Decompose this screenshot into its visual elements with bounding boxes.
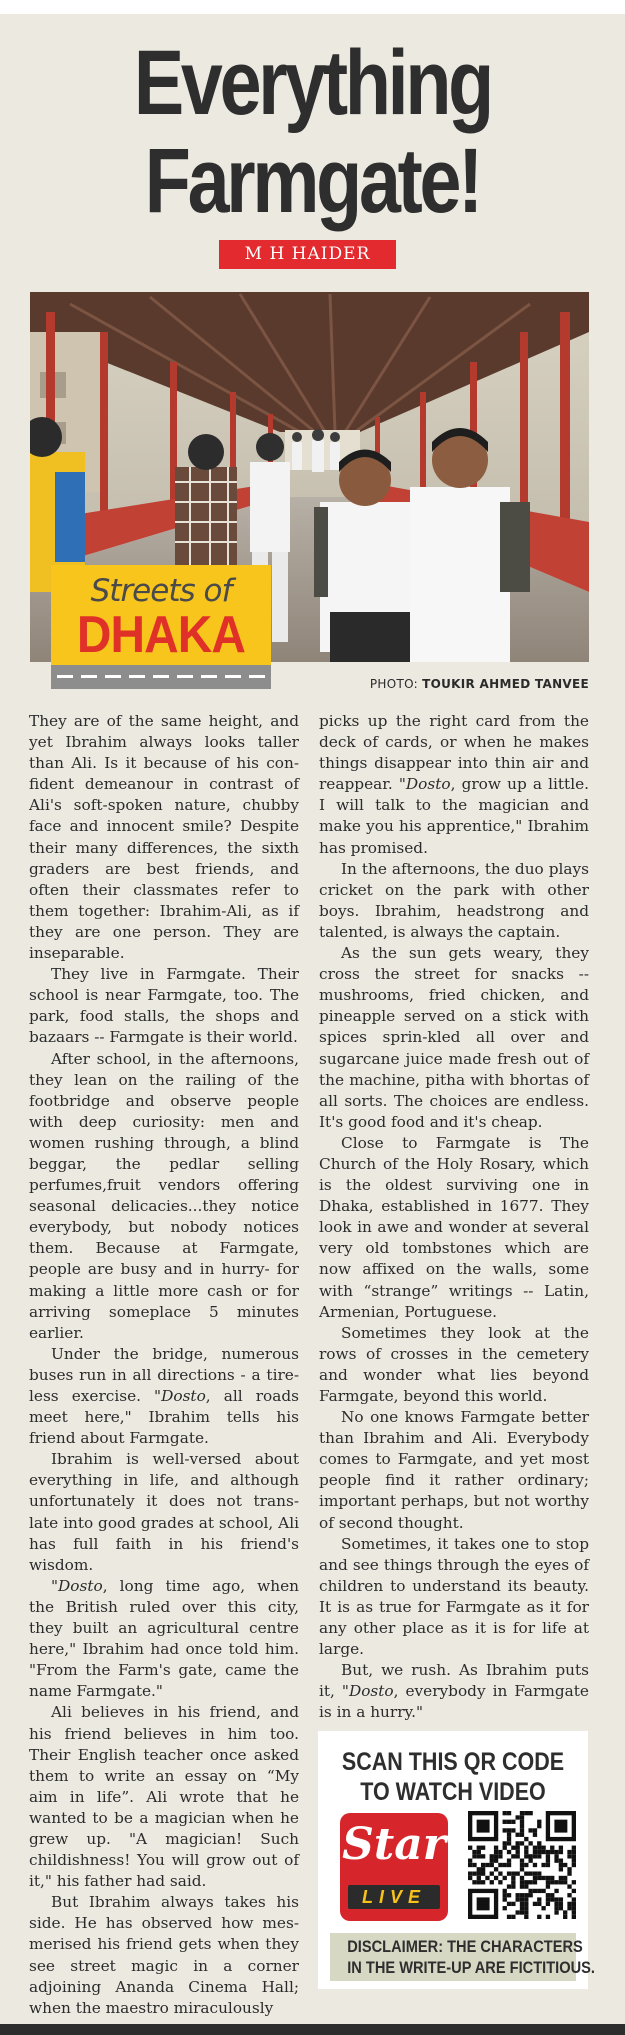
qr-module <box>503 1820 507 1824</box>
qr-module <box>567 1893 571 1897</box>
qr-module <box>494 1854 498 1858</box>
qr-module <box>572 1880 576 1884</box>
qr-module <box>554 1902 558 1906</box>
qr-module <box>563 1915 567 1919</box>
qr-module <box>572 1902 576 1906</box>
qr-module <box>537 1876 541 1880</box>
qr-module <box>572 1915 576 1919</box>
qr-module <box>477 1897 490 1910</box>
qr-module <box>507 1893 511 1897</box>
qr-module <box>554 1897 558 1901</box>
qr-module <box>481 1880 485 1884</box>
qr-module <box>533 1854 537 1858</box>
qr-module <box>537 1846 541 1850</box>
qr-module <box>537 1915 541 1919</box>
qr-module <box>507 1871 511 1875</box>
star-live-logo[interactable] <box>340 1813 448 1921</box>
italic-term: Dosto <box>58 1576 103 1595</box>
qr-module <box>481 1867 485 1871</box>
qr-module <box>498 1850 502 1854</box>
qr-module <box>550 1846 554 1850</box>
qr-module <box>507 1841 511 1845</box>
qr-module <box>567 1871 571 1875</box>
qr-module <box>533 1863 537 1867</box>
qr-module <box>528 1880 532 1884</box>
qr-module <box>528 1871 532 1875</box>
qr-module <box>511 1915 515 1919</box>
italic-term: Dosto <box>161 1387 206 1405</box>
qr-module <box>520 1820 524 1824</box>
qr-module <box>541 1906 545 1910</box>
qr-module <box>524 1893 528 1897</box>
disclaimer-line-1: DISCLAIMER: THE CHARACTERS <box>347 1937 583 1956</box>
qr-module <box>507 1915 511 1919</box>
qr-module <box>494 1846 498 1850</box>
qr-module <box>559 1906 563 1910</box>
qr-module <box>520 1893 524 1897</box>
qr-module <box>567 1854 571 1858</box>
qr-module <box>490 1854 494 1858</box>
bottom-border <box>0 2024 625 2035</box>
body-paragraph: Ali believes in his friend, and his friend believes in him too. Their English teacher once asked them to write an essay on “My aim in life”. Ali wrote that he wanted to be a magician when he grew up. "A magician! Such childishness! You will grow out of it," his father had said. <box>29 1703 299 1891</box>
qr-module <box>559 1846 563 1850</box>
qr-module <box>563 1880 567 1884</box>
qr-module <box>490 1880 494 1884</box>
qr-module <box>520 1824 524 1828</box>
qr-module <box>567 1884 571 1888</box>
qr-module <box>546 1876 550 1880</box>
qr-module <box>494 1859 498 1863</box>
qr-module <box>507 1828 511 1832</box>
qr-module <box>524 1897 528 1901</box>
qr-module <box>520 1880 524 1884</box>
qr-module <box>511 1871 515 1875</box>
qr-module <box>477 1850 481 1854</box>
qr-module <box>567 1867 571 1871</box>
qr-module <box>485 1876 489 1880</box>
qr-module <box>494 1876 498 1880</box>
qr-module <box>541 1846 545 1850</box>
qr-module <box>511 1854 515 1858</box>
qr-module <box>572 1854 576 1858</box>
qr-module <box>511 1876 515 1880</box>
headline-line-2: Farmgate! <box>144 130 481 232</box>
qr-module <box>528 1854 532 1858</box>
qr-module <box>524 1837 528 1841</box>
body-paragraph: Under the bridge, numerous buses run in all directions - a tire-less exercise. "Dosto, all roads meet here," Ibrahim tells his friend about Farmgate. <box>29 1344 299 1448</box>
qr-module <box>533 1902 537 1906</box>
qr-module <box>537 1889 541 1893</box>
qr-module <box>524 1846 528 1850</box>
qr-module <box>554 1906 558 1910</box>
body-column-left <box>29 711 299 2019</box>
qr-module <box>498 1871 502 1875</box>
qr-module <box>563 1910 567 1914</box>
qr-module <box>468 1863 472 1867</box>
body-paragraph: "Dosto, long time ago, when the British ruled over this city, they built an agricultural centre here," Ibrahim had once told him. "From the Farm's gate, came the name Farmgate." <box>29 1576 299 1701</box>
qr-module <box>541 1876 545 1880</box>
italic-term: Dosto <box>405 775 451 794</box>
qr-module <box>516 1841 520 1845</box>
qr-module <box>524 1910 528 1914</box>
qr-module <box>546 1880 550 1884</box>
qr-module <box>507 1820 511 1824</box>
qr-module <box>516 1854 520 1858</box>
qr-module <box>554 1859 558 1863</box>
qr-module <box>546 1902 550 1906</box>
qr-module <box>481 1846 485 1850</box>
road-dash-line <box>57 675 265 678</box>
qr-module <box>524 1863 528 1867</box>
qr-module <box>533 1871 537 1875</box>
qr-module <box>559 1880 563 1884</box>
qr-module <box>468 1871 472 1875</box>
qr-module <box>503 1841 507 1845</box>
qr-module <box>524 1880 528 1884</box>
qr-module <box>537 1850 541 1854</box>
body-paragraph: Sometimes they look at the rows of crosses in the cemetery and wonder what lies beyond Farmgate, beyond this world. <box>319 1323 589 1405</box>
qr-module <box>559 1850 563 1854</box>
qr-module <box>546 1893 550 1897</box>
headline-line-1: Everything <box>133 32 491 134</box>
qr-module <box>524 1906 528 1910</box>
qr-code[interactable] <box>468 1811 576 1919</box>
qr-module <box>503 1889 507 1893</box>
qr-module <box>572 1850 576 1854</box>
byline: M H HAIDER <box>219 240 396 269</box>
star-logo-word: Star <box>342 1819 446 1870</box>
qr-module <box>537 1902 541 1906</box>
qr-module <box>481 1863 485 1867</box>
qr-module <box>490 1871 494 1875</box>
qr-module <box>481 1871 485 1875</box>
qr-module <box>520 1833 524 1837</box>
qr-module <box>554 1910 558 1914</box>
qr-module <box>485 1863 489 1867</box>
qr-module <box>554 1820 567 1833</box>
qr-module <box>494 1850 498 1854</box>
disclaimer-line-2: IN THE WRITE-UP ARE FICTITIOUS. <box>347 1958 595 1977</box>
qr-module <box>516 1897 520 1901</box>
qr-module <box>537 1854 541 1858</box>
qr-module <box>559 1897 563 1901</box>
qr-module <box>524 1811 528 1815</box>
body-column-right <box>319 711 589 1724</box>
badge-top-text: Streets of <box>90 573 232 609</box>
qr-module <box>546 1884 550 1888</box>
qr-module <box>524 1871 528 1875</box>
qr-module <box>503 1876 507 1880</box>
qr-module <box>537 1841 541 1845</box>
badge-bottom-text: DHAKA <box>76 606 246 664</box>
qr-module <box>503 1863 507 1867</box>
qr-module <box>524 1854 528 1858</box>
qr-module <box>520 1884 524 1888</box>
qr-module <box>472 1880 476 1884</box>
qr-module <box>511 1846 515 1850</box>
qr-module <box>490 1863 494 1867</box>
qr-module <box>503 1893 507 1897</box>
qr-module <box>503 1811 507 1815</box>
qr-module <box>520 1876 524 1880</box>
body-paragraph: No one knows Farmgate better than Ibrahim and Ali. Everybody comes to Farmgate, and yet most people find it rather ordinary; important perhaps, but not worthy of second thought. <box>319 1408 589 1532</box>
qr-module <box>572 1906 576 1910</box>
qr-module <box>546 1859 550 1863</box>
qr-module <box>567 1850 571 1854</box>
body-paragraph: Sometimes, it takes one to stop and see things through the eyes of children to understand its beauty. It is as true for Farmgate as it for any other place as it is for life at large. <box>319 1534 589 1659</box>
qr-module <box>507 1833 511 1837</box>
qr-module <box>533 1828 537 1832</box>
qr-module <box>546 1863 550 1867</box>
qr-module <box>477 1854 481 1858</box>
qr-module <box>567 1902 571 1906</box>
qr-module <box>472 1863 476 1867</box>
qr-module <box>511 1880 515 1884</box>
top-border <box>0 0 625 14</box>
body-paragraph: Ibrahim is well-versed about everything in life, and although unfortunately it does not trans-late into good grades at school, Ali has full faith in his friend's wisdom. <box>29 1450 299 1574</box>
qr-module <box>516 1871 520 1875</box>
qr-module <box>498 1854 502 1858</box>
qr-module <box>516 1910 520 1914</box>
body-paragraph: After school, in the afternoons, they lean on the railing of the footbridge and observe people with deep curiosity: men and women rushing through, a blind beggar, the pedlar selling perfumes,fruit vendors offering seasonal delicacies...they notice everybody, but nobody notices them. Because at Farmgate, people are busy and in hurry- for making a little more cash or for arriving someplace 5 minutes earlier. <box>29 1049 299 1342</box>
qr-module <box>468 1876 472 1880</box>
qr-module <box>554 1850 558 1854</box>
qr-module <box>520 1863 524 1867</box>
body-paragraph: As the sun gets weary, they cross the street for snacks -- mushrooms, fried chicken, and pineapple served on a stick with spices sprin-kled all over and sugarcane juice made fresh out of the machine, pitha with bhortas of all sorts. The choices are endless. It's good food and it's cheap. <box>319 944 589 1131</box>
qr-module <box>533 1880 537 1884</box>
qr-module <box>511 1820 515 1824</box>
photo-credit-label: PHOTO: <box>369 677 418 691</box>
live-logo-bar: LIVE <box>348 1885 440 1909</box>
promo-title <box>337 1747 569 1807</box>
qr-module <box>468 1859 472 1863</box>
qr-module <box>507 1859 511 1863</box>
qr-module <box>516 1893 520 1897</box>
qr-module <box>528 1841 532 1845</box>
qr-module <box>472 1854 476 1858</box>
qr-module <box>503 1846 507 1850</box>
qr-module <box>528 1811 532 1815</box>
qr-module <box>559 1902 563 1906</box>
qr-module <box>477 1880 481 1884</box>
qr-module <box>528 1859 532 1863</box>
qr-module <box>567 1906 571 1910</box>
qr-module <box>537 1897 541 1901</box>
promo-title-line-1: SCAN THIS QR CODE <box>341 1748 565 1776</box>
qr-module <box>537 1820 541 1824</box>
qr-promo-box <box>318 1731 595 1989</box>
qr-module <box>520 1867 524 1871</box>
qr-module <box>572 1910 576 1914</box>
qr-module <box>533 1846 537 1850</box>
qr-module <box>507 1863 511 1867</box>
qr-module <box>507 1884 511 1888</box>
qr-module <box>520 1910 524 1914</box>
qr-module <box>550 1897 554 1901</box>
qr-module <box>541 1850 545 1854</box>
body-paragraph: In the afternoons, the duo plays cricket on the park with other boys. Ibrahim, headstrong and talented, is always the captain. <box>319 859 589 941</box>
body-paragraph: Close to Farmgate is The Church of the Holy Rosary, which is the oldest surviving one in Dhaka, established in 1677. They look in awe and wonder at several very old tombstones which are now affixed on the walls, some with “strange” writings -- Latin, Armenian, Portuguese. <box>319 1133 589 1321</box>
qr-module <box>546 1854 550 1858</box>
qr-module <box>559 1859 563 1863</box>
qr-module <box>528 1889 532 1893</box>
qr-module <box>572 1889 576 1893</box>
qr-module <box>559 1863 563 1867</box>
qr-module <box>516 1833 520 1837</box>
qr-module <box>524 1902 528 1906</box>
qr-module <box>520 1906 524 1910</box>
qr-module <box>572 1863 576 1867</box>
qr-module <box>516 1815 520 1819</box>
qr-module <box>559 1867 563 1871</box>
qr-module <box>550 1880 554 1884</box>
promo-title-line-2: TO WATCH VIDEO <box>360 1778 546 1806</box>
qr-module <box>477 1876 481 1880</box>
qr-module <box>528 1893 532 1897</box>
qr-module <box>524 1850 528 1854</box>
qr-module <box>503 1897 507 1901</box>
body-paragraph: They live in Farmgate. Their school is near Farmgate, too. The park, food stalls, the shops and bazaars -- Farmgate is their world. <box>29 965 299 1047</box>
qr-module <box>550 1893 554 1897</box>
qr-module <box>537 1871 541 1875</box>
qr-module <box>533 1889 537 1893</box>
qr-module <box>572 1846 576 1850</box>
qr-module <box>520 1828 524 1832</box>
qr-module <box>528 1828 532 1832</box>
body-paragraph: They are of the same height, and yet Ibrahim always looks taller than Ali. Is it because of his con-fident demeanour in contrast of Ali's soft-spoken nature, chubby face and innocent smile? Despite their many differences, the sixth graders are best friends, and often their classmates refer to them together: Ibrahim-Ali, as if they are one person. They are inseparable. <box>29 712 299 963</box>
qr-module <box>524 1915 528 1919</box>
qr-module <box>472 1850 476 1854</box>
disclaimer <box>330 1933 595 1981</box>
qr-module <box>507 1902 511 1906</box>
qr-module <box>468 1846 472 1850</box>
qr-module <box>533 1850 537 1854</box>
qr-module <box>511 1884 515 1888</box>
qr-module <box>541 1863 545 1867</box>
qr-module <box>520 1815 524 1819</box>
qr-module <box>520 1811 524 1815</box>
qr-module <box>477 1820 490 1833</box>
qr-module <box>572 1897 576 1901</box>
qr-module <box>511 1828 515 1832</box>
qr-module <box>554 1854 558 1858</box>
qr-module <box>481 1854 485 1858</box>
qr-module <box>546 1850 550 1854</box>
qr-module <box>472 1871 476 1875</box>
qr-module <box>498 1880 502 1884</box>
qr-module <box>503 1906 507 1910</box>
qr-module <box>533 1876 537 1880</box>
body-paragraph: But, we rush. As Ibrahim puts it, "Dosto, everybody in Farmgate is in a hurry." <box>319 1661 589 1722</box>
qr-module <box>511 1902 515 1906</box>
qr-module <box>490 1859 494 1863</box>
qr-module <box>520 1902 524 1906</box>
qr-module <box>572 1859 576 1863</box>
photo-credit <box>370 677 589 691</box>
badge-road-graphic <box>51 665 271 689</box>
qr-module <box>520 1897 524 1901</box>
body-paragraph: But Ibrahim always takes his side. He has observed how mes-merised his friend gets when they see street magic in a corner adjoining Ananda Cinema Hall; when the maestro miraculously <box>29 1893 299 2017</box>
qr-module <box>533 1833 537 1837</box>
headline <box>56 34 569 230</box>
qr-module <box>520 1841 524 1845</box>
qr-module <box>477 1871 481 1875</box>
qr-module <box>494 1867 498 1871</box>
qr-module <box>507 1850 511 1854</box>
body-paragraph: picks up the right card from the deck of cards, or when he makes things disappear into thin air and reappear. "Dosto, grow up a little. I will talk to the magician and make you his apprentice," Ibrahim has promised. <box>319 712 590 857</box>
qr-module <box>524 1884 528 1888</box>
qr-module <box>520 1859 524 1863</box>
qr-module <box>554 1880 558 1884</box>
qr-module <box>550 1850 554 1854</box>
photo-credit-name: TOUKIR AHMED TANVEE <box>422 677 589 691</box>
qr-module <box>541 1889 545 1893</box>
qr-module <box>516 1850 520 1854</box>
qr-module <box>477 1846 481 1850</box>
streets-of-dhaka-badge <box>51 565 271 665</box>
qr-module <box>537 1824 541 1828</box>
italic-term: Dosto <box>348 1682 394 1701</box>
qr-module <box>546 1897 550 1901</box>
qr-module <box>507 1811 511 1815</box>
qr-module <box>477 1867 481 1871</box>
qr-module <box>546 1915 550 1919</box>
qr-module <box>550 1876 554 1880</box>
qr-module <box>503 1828 507 1832</box>
qr-module <box>516 1846 520 1850</box>
qr-module <box>563 1863 567 1867</box>
qr-module <box>559 1876 563 1880</box>
qr-module <box>563 1876 567 1880</box>
qr-module <box>507 1837 511 1841</box>
qr-module <box>554 1889 558 1893</box>
qr-module <box>498 1863 502 1867</box>
